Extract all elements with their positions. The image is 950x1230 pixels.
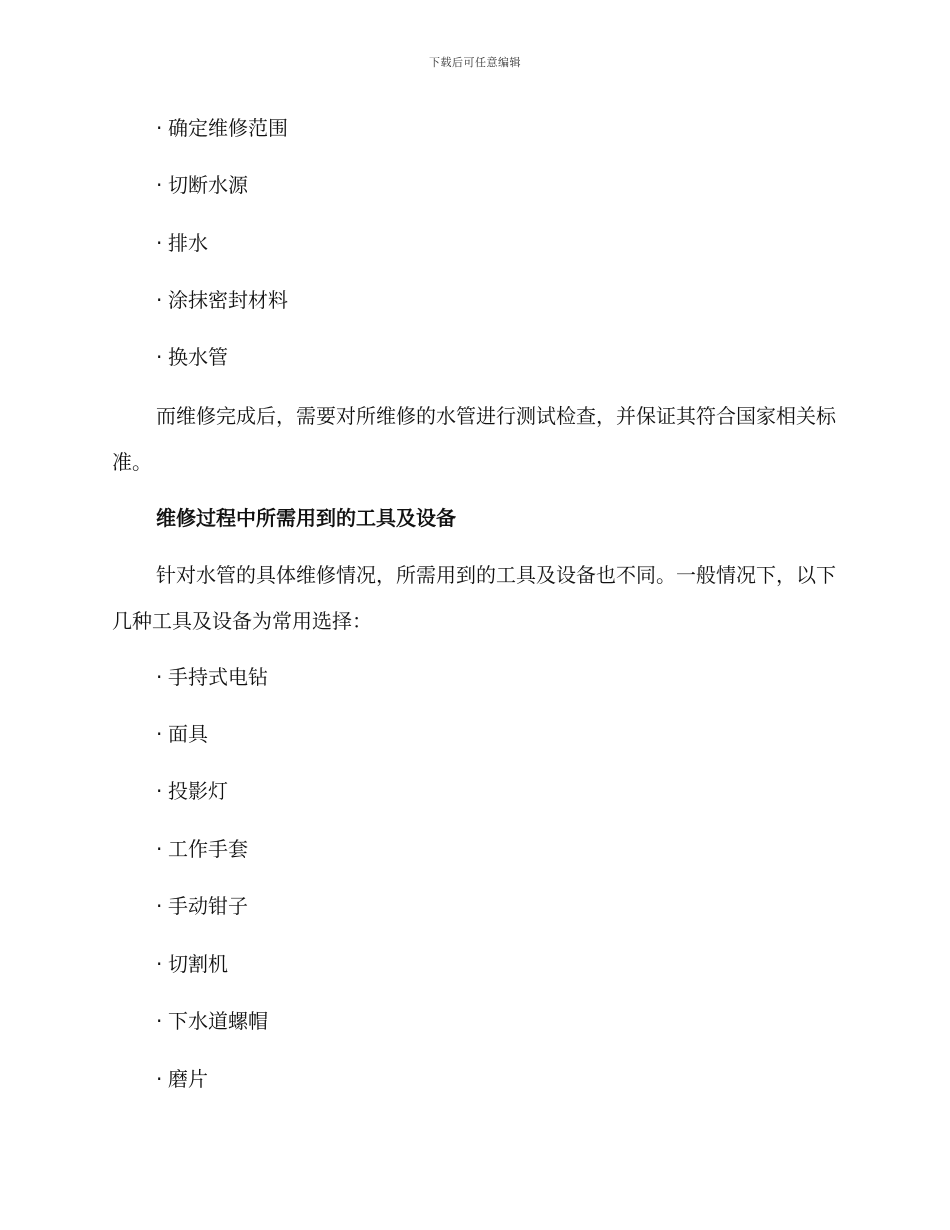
bullet-marker: · [156, 1009, 163, 1033]
bullet-marker: · [156, 116, 163, 140]
list-item [156, 950, 228, 978]
bullet-marker: · [156, 722, 163, 746]
list-item-text: 换水管 [168, 345, 228, 369]
list-item-text: 涂抹密封材料 [168, 288, 288, 312]
list-item [156, 1007, 268, 1035]
list-item-text: 手动钳子 [168, 894, 248, 918]
bullet-marker: · [156, 1067, 163, 1091]
bullet-marker: · [156, 952, 163, 976]
list-item-text: 下水道螺帽 [168, 1009, 268, 1033]
bullet-marker: · [156, 231, 163, 255]
list-item-text: 投影灯 [168, 779, 228, 803]
paragraph-tools-intro: 针对水管的具体维修情况，所需用到的工具及设备也不同。一般情况下，以下几种工具及设备为常用选择： [112, 563, 836, 633]
list-item-text: 磨片 [168, 1067, 208, 1091]
list-item [156, 663, 268, 691]
header-note: 下载后可任意编辑 [429, 56, 521, 69]
list-item-text: 面具 [168, 722, 208, 746]
paragraph-testing: 而维修完成后，需要对所维修的水管进行测试检查，并保证其符合国家相关标准。 [112, 404, 836, 474]
list-item [156, 720, 208, 748]
list-item-text: 手持式电钻 [168, 665, 268, 689]
list-item-text: 切割机 [168, 952, 228, 976]
list-item-text: 确定维修范围 [168, 116, 288, 140]
bullet-marker: · [156, 837, 163, 861]
list-item [156, 286, 288, 314]
list-item [156, 1065, 208, 1093]
list-item [156, 171, 248, 199]
bullet-marker: · [156, 779, 163, 803]
bullet-marker: · [156, 173, 163, 197]
bullet-marker: · [156, 894, 163, 918]
list-item-text: 排水 [168, 231, 208, 255]
list-item-text: 工作手套 [168, 837, 248, 861]
bullet-marker: · [156, 345, 163, 369]
list-item [156, 229, 208, 257]
bullet-marker: · [156, 288, 163, 312]
list-item-text: 切断水源 [168, 173, 248, 197]
list-item [156, 777, 228, 805]
list-item [156, 835, 248, 863]
list-item [156, 892, 248, 920]
list-item [156, 114, 288, 142]
section-heading: 维修过程中所需用到的工具及设备 [156, 506, 456, 530]
bullet-marker: · [156, 665, 163, 689]
list-item [156, 343, 228, 371]
